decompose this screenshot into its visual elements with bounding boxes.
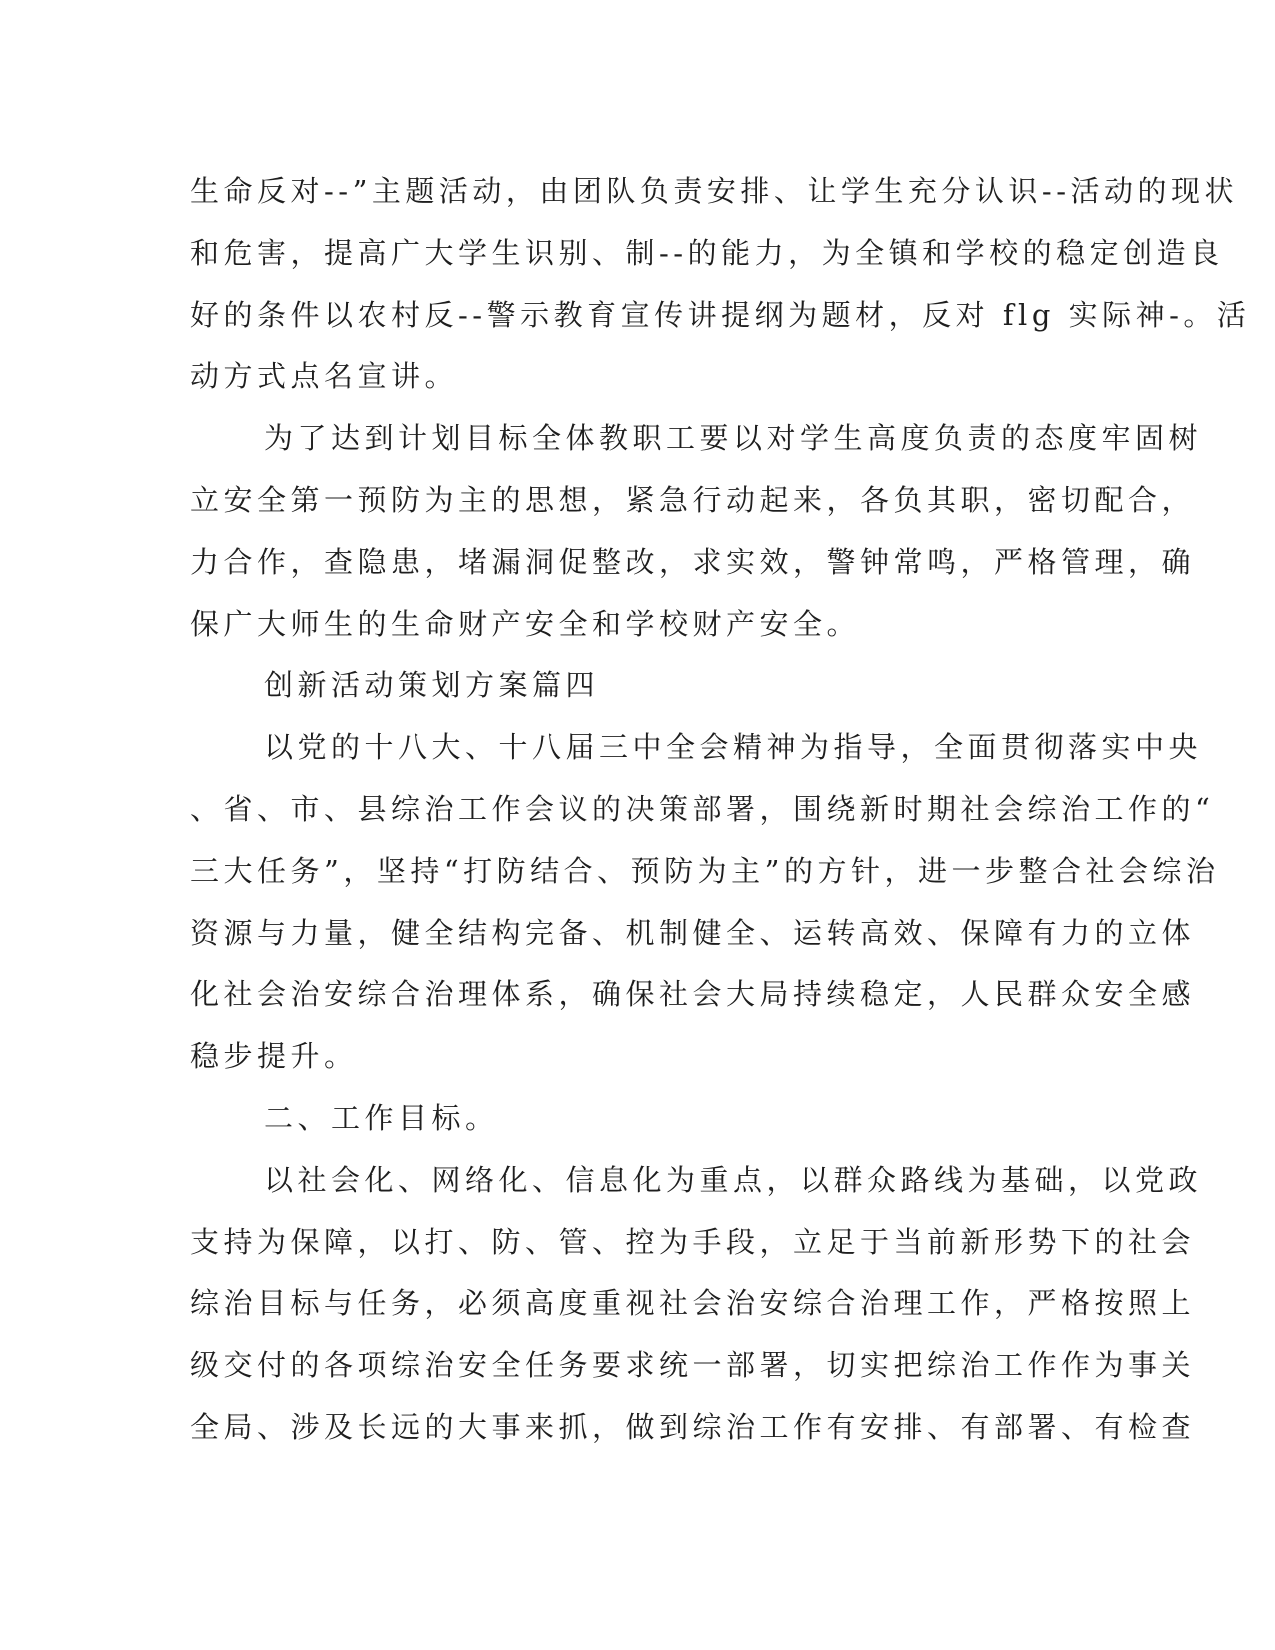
text-line: 力合作，查隐患，堵漏洞促整改，求实效，警钟常鸣，严格管理，确 xyxy=(190,544,1196,579)
section-heading: 创新活动策划方案篇四 xyxy=(264,668,600,703)
text-line: 、省、市、县综治工作会议的决策部署，围绕新时期社会综治工作的“ xyxy=(190,791,1215,826)
text-line: 和危害，提高广大学生识别、制--的能力，为全镇和学校的稳定创造良 xyxy=(190,235,1224,270)
section-heading: 二、工作目标。 xyxy=(264,1100,499,1135)
text-line: 支持为保障，以打、防、管、控为手段，立足于当前新形势下的社会 xyxy=(190,1224,1196,1259)
text-line: 好的条件以农村反--警示教育宣传讲提纲为题材，反对 flg 实际神-。活 xyxy=(190,297,1251,332)
text-line: 三大任务”，坚持“打防结合、预防为主”的方针，进一步整合社会综治 xyxy=(190,853,1220,888)
paragraph-first-line: 为了达到计划目标全体教职工要以对学生高度负责的态度牢固树 xyxy=(264,421,1203,456)
text-line: 综治目标与任务，必须高度重视社会治安综合治理工作，严格按照上 xyxy=(190,1286,1196,1321)
text-line: 保广大师生的生命财产安全和学校财产安全。 xyxy=(190,606,861,641)
text-line: 化社会治安综合治理体系，确保社会大局持续稳定，人民群众安全感 xyxy=(190,977,1196,1012)
text-line: 全局、涉及长远的大事来抓，做到综治工作有安排、有部署、有检查 xyxy=(190,1409,1196,1444)
document-body xyxy=(190,161,1251,1459)
text-line: 动方式点名宣讲。 xyxy=(190,359,459,394)
text-line: 生命反对--”主题活动，由团队负责安排、让学生充分认识--活动的现状 xyxy=(190,174,1239,208)
text-line: 资源与力量，健全结构完备、机制健全、运转高效、保障有力的立体 xyxy=(190,915,1196,950)
text-line: 级交付的各项综治安全任务要求统一部署，切实把综治工作作为事关 xyxy=(190,1348,1196,1383)
paragraph-first-line: 以党的十八大、十八届三中全会精神为指导，全面贯彻落实中央 xyxy=(264,730,1203,765)
text-line: 稳步提升。 xyxy=(190,1039,358,1074)
text-line: 立安全第一预防为主的思想，紧急行动起来，各负其职，密切配合， xyxy=(190,482,1196,517)
paragraph-first-line: 以社会化、网络化、信息化为重点，以群众路线为基础，以党政 xyxy=(264,1162,1203,1197)
